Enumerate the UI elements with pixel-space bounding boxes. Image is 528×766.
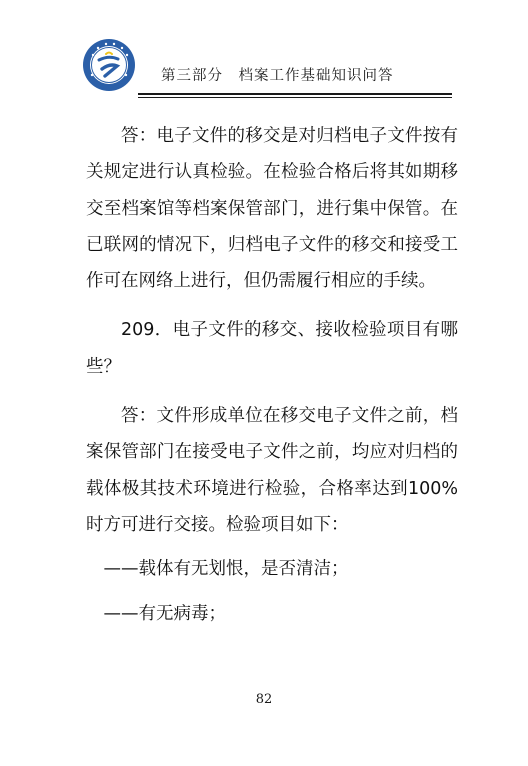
header-rule-thick bbox=[138, 93, 452, 95]
answer-paragraph-2: 答：文件形成单位在移交电子文件之前，档案保管部门在接受电子文件之前，均应对归档的载体极其技术环境进行检验，合格率达到100%时方可进行交接。检验项目如下： bbox=[86, 406, 458, 535]
page-number: 82 bbox=[255, 692, 273, 707]
answer-paragraph-1: 答：电子文件的移交是对归档电子文件按有关规定进行认真检验。在检验合格后将其如期移交至档案馆等档案保管部门，进行集中保管。在已联网的情况下，归档电子文件的移交和接受工作可在网络上进行，但仍需履行相应的手续。 bbox=[86, 126, 458, 292]
school-emblem-logo bbox=[82, 38, 136, 92]
header-rule-thin bbox=[138, 97, 452, 98]
page-header bbox=[82, 38, 452, 94]
header-title: 第三部分 档案工作基础知识问答 bbox=[161, 68, 394, 84]
question-209: 209．电子文件的移交、接收检验项目有哪些？ bbox=[86, 320, 458, 377]
list-item-1: ——载体有无划恨，是否清洁； bbox=[103, 559, 349, 580]
body-text bbox=[86, 118, 458, 632]
list-item-2: ——有无病毒； bbox=[103, 603, 226, 624]
